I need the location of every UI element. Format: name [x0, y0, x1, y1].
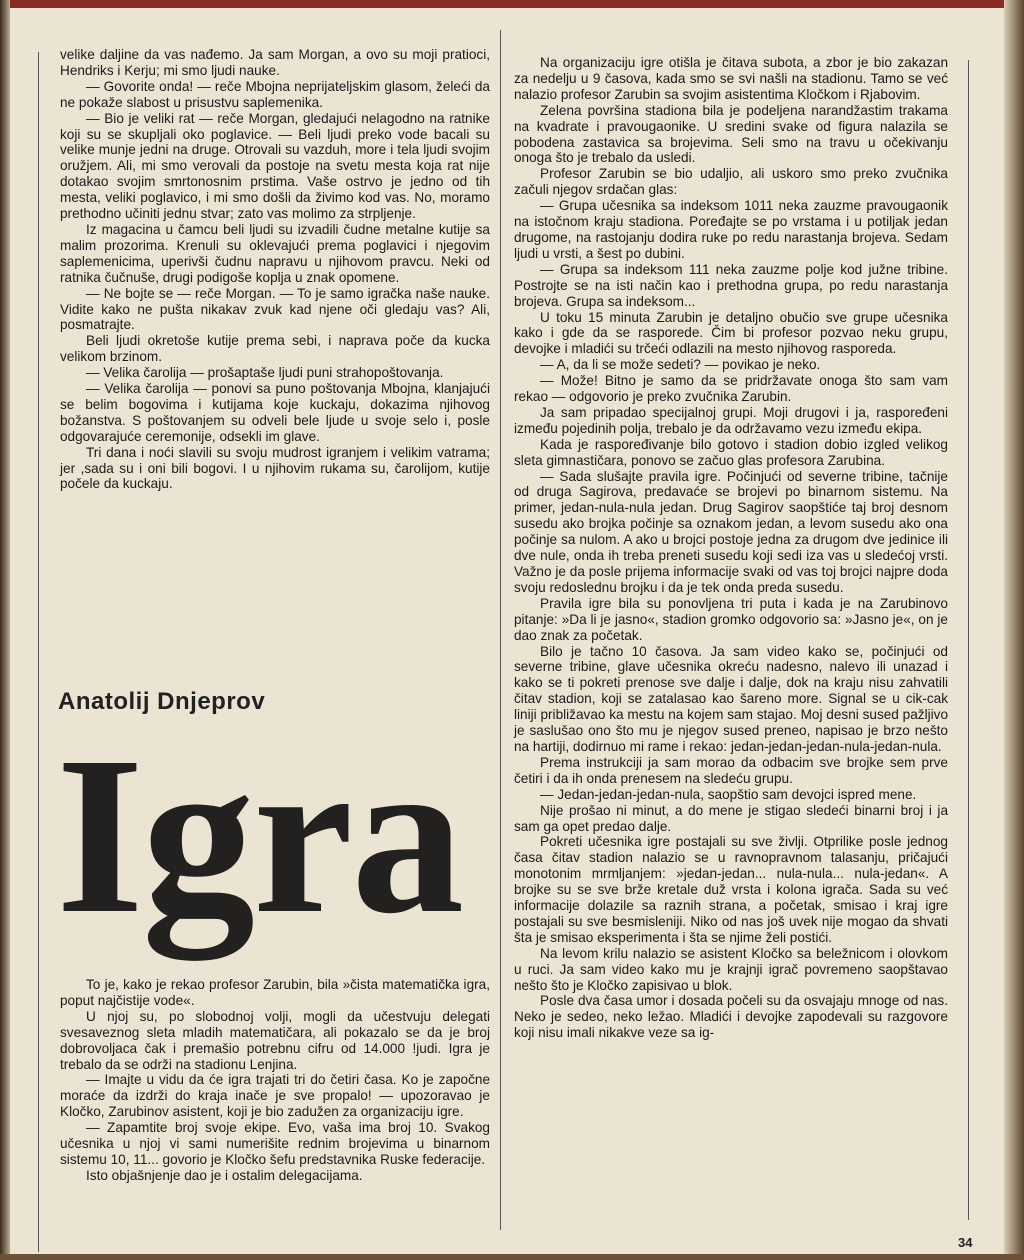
paragraph: U njoj su, po slobodnoj volji, mogli da učestvuju delegati svesaveznog sleta mladih matematičara, ali pokazalo se da je broj dobrovoljaca čak i premašio potrebnu cifru od 14.000 !judi. Igra je trebalo da se održi na stadionu Lenjina. — [60, 1008, 490, 1072]
paragraph: Nije prošao ni minut, a do mene je stigao sledeći binarni broj i ja sam ga opet predao dalje. — [514, 802, 948, 834]
page-bottom-edge — [0, 1254, 1024, 1260]
page-top-edge — [0, 0, 1024, 8]
left-column-top-text — [60, 47, 490, 492]
page-number: 34 — [958, 1235, 973, 1250]
right-column-text — [514, 55, 948, 1041]
column-divider — [500, 30, 501, 1230]
paragraph: Kada je raspoređivanje bilo gotovo i stadion dobio izgled velikog sleta gimnastičara, ponovo se začuo glas profesora Zarubina. — [514, 436, 948, 468]
paragraph: Isto objašnjenje dao je i ostalim delegacijama. — [86, 1167, 363, 1183]
paragraph: Tri dana i noći slavili su svoju mudrost igranjem i velikim vatrama; jer ,sada su i oni bili bogovi. I u njihovim rukama su, čarolijom, kutije počele da kuckaju. — [60, 444, 490, 492]
paragraph: — Sada slušajte pravila igre. Počinjući od severne tribine, tačnije od druga Sagirova, predavaće se brojevi po binarnom sistemu. Na primer, jedan-nula-nula jedan. Drug Sagirov saopštiće taj broj desnom susedu ako brojka počinje sa oznakom jedan, a levom susedu ako ona počinje sa nulom. A ako u brojci postoje jedna za drugom dve jedinice ili dve nule, onda ih treba preneti susedu koji sedi iza vas u sledećoj vrsti. Važno je da posle prijema informacije svaki od vas toj brojci najpre doda svoju redoslednu brojku i da je tek onda preda susedu. — [514, 468, 948, 595]
paragraph: — Velika čarolija — ponovi sa puno poštovanja Mbojna, klanjajući se belim bogovima i kutijama koje kuckaju, dokazima njihovog božanstva. S poštovanjem su odveli bele ljude u svoje selo i, posle odgovarajuće ceremonije, odsekli im glave. — [60, 381, 490, 444]
paragraph: Ja sam pripadao specijalnoj grupi. Moji drugovi i ja, raspoređeni između pojedinih polja, trebalo je da održavamo vezu između ekipa. — [514, 404, 948, 436]
paragraph: — Velika čarolija — prošaptaše ljudi puni strahopoštovanja. — [86, 365, 444, 381]
right-margin-rule — [968, 60, 969, 1220]
left-column-bottom-text — [60, 977, 490, 1184]
paragraph: — Jedan-jedan-jedan-nula, saopštio sam devojci ispred mene. — [540, 786, 917, 802]
paragraph: Pravila igre bila su ponovljena tri puta i kada je na Zarubinovo pitanje: »Da li je jasno«, stadion gromko odgovorio sa: »Jasno je«, on je dao znak za početak. — [514, 595, 948, 643]
page-right-edge — [1004, 0, 1024, 1260]
paragraph: Na levom krilu nalazio se asistent Kločko sa beležnicom i olovkom u ruci. Ja sam video kako mu je krajnji igrač povremeno saopštavao nešto što je Kločko zapisivao u blok. — [514, 945, 948, 993]
paragraph: velike daljine da vas nađemo. Ja sam Morgan, a ovo su moji pratioci, Hendriks i Kerju; mi smo ljudi nauke. — [60, 47, 490, 78]
paragraph: Na organizaciju igre otišla je čitava subota, a zbor je bio zakazan za nedelju u 9 časova, kada smo se svi našli na stadionu. Tamo se već nalazio profesor Zarubin sa svojim asistentima Kločkom i Rjabovim. — [514, 55, 948, 102]
paragraph: — Ne bojte se — reče Morgan. — To je samo igračka naše nauke. Vidite kako ne pušta nikakav zvuk kad njene oči gledaju vas? Ali, posmatrajte. — [60, 285, 490, 333]
left-margin-rule — [38, 52, 39, 1252]
paragraph: Profesor Zarubin se bio udaljio, ali uskoro smo preko zvučnika začuli njegov srdačan glas: — [514, 166, 948, 198]
paragraph: — Imajte u vidu da će igra trajati tri do četiri časa. Ko je započne moraće da izdrži do kraja inače je sve propalo! — upozoravao je Kločko, Zarubinov asistent, koji je bio zadužen za organizaciju igre. — [60, 1072, 490, 1120]
paragraph: — Govorite onda! — reče Mbojna neprijateljskim glasom, želeći da ne pokaže slabost u prisustvu saplemenika. — [60, 78, 490, 110]
paragraph: Iz magacina u čamcu beli ljudi su izvadili čudne metalne kutije sa malim prozorima. Krenuli su oklevajući prema poglavici i njegovim saplemenicima, uperivši čudnu napravu u njihovom pravcu. Neki od ratnika čučnuše, drugi podigoše koplja u znak opomene. — [60, 221, 490, 285]
paragraph: Bilo je tačno 10 časova. Ja sam video kako se, počinjući od severne tribine, glave učesnika okreću nadesno, nalevo ili unazad i kako se ti pokreti prenose sve dalje i dalje, dok na kraju nisu zahvatili čitav stadion, koji se zatalasao kao šareno more. Signal se u cik-cak liniji približavao ka mestu na kojem sam stajao. Moj desni sused pažljivo je saslušao ono što mu je njegov sused preneo, napisao je brzo nešto na hartiji, dodirnuo mi rame i rekao: jedan-jedan-jedan-nula-jedan-nula. — [514, 643, 948, 754]
paragraph: — Zapamtite broj svoje ekipe. Evo, vaša ima broj 10. Svakog učesnika u njoj vi sami numerišite rednim brojevima u binarnom sistemu 10, 11... govorio je Kločko šefu predstavnika Ruske federacije. — [60, 1120, 490, 1167]
paragraph: Zelena površina stadiona bila je podeljena narandžastim trakama na kvadrate i pravougaonike. U sredini svake od figura nalazila se pobodena zastavica sa brojevima. Seli smo na travu u očekivanju onoga što je trebalo da usledi. — [514, 102, 948, 166]
paragraph: — Može! Bitno je samo da se pridržavate onoga što sam vam rekao — odgovorio je preko zvučnika Zarubin. — [514, 373, 948, 405]
paragraph: U toku 15 minuta Zarubin je detaljno obučio sve grupe učesnika kako i gde da se rasporede. Čim bi profesor pozvao neku grupu, devojke i mladići su trčeći odlazili na mesto njihovog rasporeda. — [514, 309, 948, 357]
paragraph: — Bio je veliki rat — reče Morgan, gledajući nelagodno na ratnike koji su se skupljali oko poglavice. — Beli ljudi preko vode bacali su velike munje jedni na druge. Otrovali su vazduh, more i tela ljudi svojim oružjem. Ali, mi smo verovali da postoje na svetu mesta koja rat nije dotakao svojim smrtonosnim prstima. Vaše ostrvo je jedno od tih mesta, veliki poglavico, i mi smo došli da živimo kod vas. No, moramo prethodno učiniti jednu stvar; zato vas molimo za strpljenje. — [60, 110, 490, 222]
paragraph: — Grupa učesnika sa indeksom 1011 neka zauzme pravougaonik na istočnom kraju stadiona. Poređajte se po vrstama i u potiljak jedan drugome, na rastojanju dodira ruke po redu narastanja brojeva. Sedam ljudi u vrsti, a šest po dubini. — [514, 198, 948, 261]
paragraph: Prema instrukciji ja sam morao da odbacim sve brojke sem prve četiri i da ih onda prenesem na sledeću grupu. — [514, 754, 948, 786]
article-title: Igra — [56, 710, 463, 960]
paragraph: Beli ljudi okretoše kutije prema sebi, i naprava poče da kucka velikom brzinom. — [60, 333, 490, 365]
paragraph: Pokreti učesnika igre postajali su sve življi. Otprilike posle jednog časa čitav stadion nalazio se u ravnopravnom talasanju, pričajući monotonim mrmljanjem: »jedan-jedan... nula-nula... nula-jedan«. A brojke su se sve brže kretale duž vrsta i kolona igrača. Sada su već informacije dolazile sa raznih strana, a početak, smisao i kraj igre postajali su sve besmisleniji. Niko od nas još uvek nije mogao da shvati šta je smisao eksperimenta i šta se njime želi postići. — [514, 834, 948, 945]
binding-shadow — [0, 0, 10, 1260]
paragraph: — Grupa sa indeksom 111 neka zauzme polje kod južne tribine. Postrojte se na isti način kao i prethodna grupa, po redu narastanja brojeva. Grupa sa indeksom... — [514, 261, 948, 309]
article-author: Anatolij Dnjeprov — [58, 688, 266, 715]
paragraph: — A, da li se može sedeti? — povikao je neko. — [540, 357, 821, 373]
paragraph: To je, kako je rekao profesor Zarubin, bila »čista matematička igra, poput najčistije vode«. — [60, 977, 490, 1008]
paragraph: Posle dva časa umor i dosada počeli su da osvajaju mnoge od nas. Neko je sedeo, neko ležao. Mladići i devojke zapodevali su razgovore koji nisu imali nikakve veze sa ig- — [514, 993, 948, 1041]
